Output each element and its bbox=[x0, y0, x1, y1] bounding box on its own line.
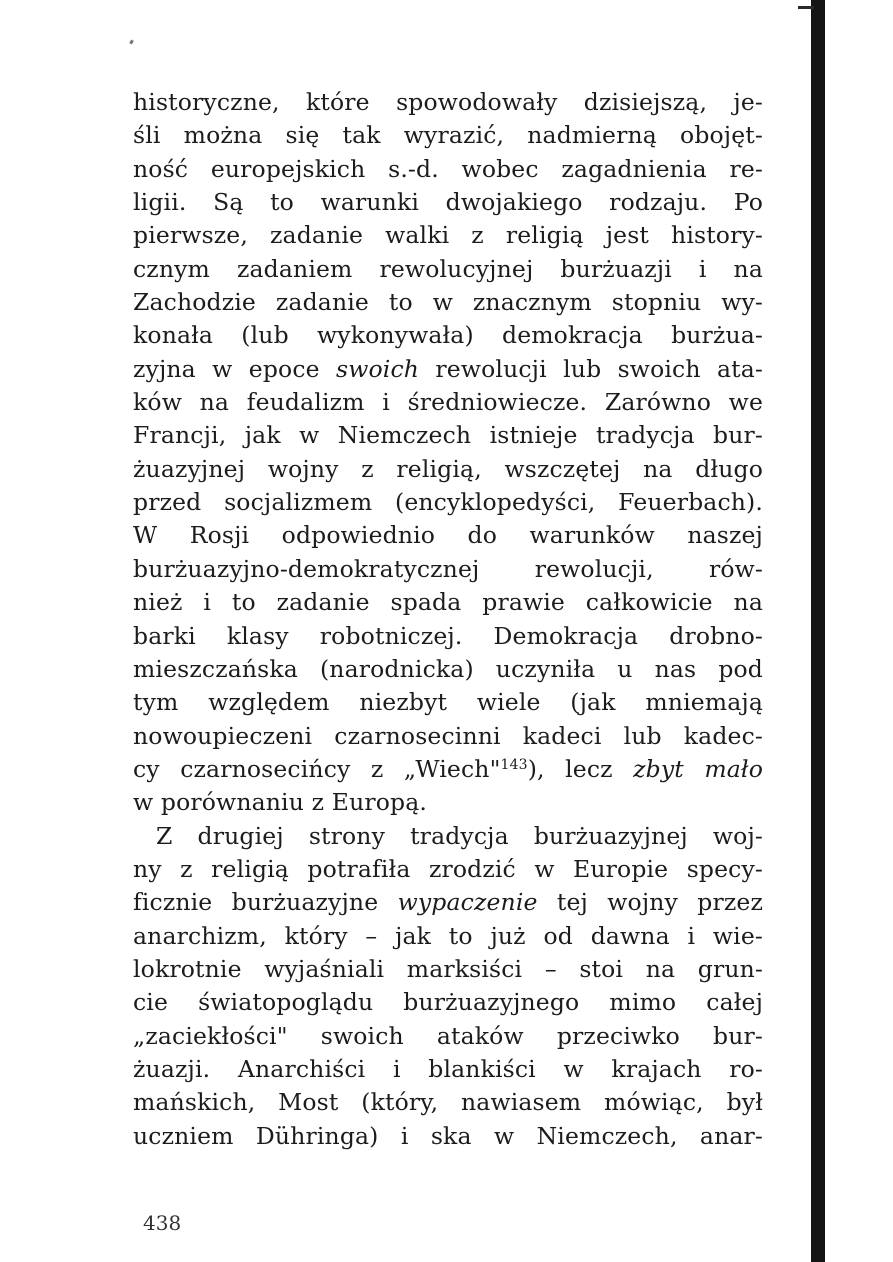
text-line: ków na feudalizm i średniowiecze. Zarówno we bbox=[133, 388, 763, 417]
text-line: cie światopoglądu burżuazyjnego mimo całej bbox=[133, 988, 763, 1017]
text-line: cznym zadaniem rewolucyjnej burżuazji i na bbox=[133, 254, 763, 283]
text-line: konała (lub wykonywała) demokracja burżua- bbox=[133, 321, 763, 350]
text-line: pierwsze, zadanie walki z religią jest history- bbox=[133, 221, 763, 250]
text-line: mańskich, Most (który, nawiasem mówiąc, był bbox=[133, 1088, 763, 1117]
text-line: nież i to zadanie spada prawie całkowicie na bbox=[133, 588, 763, 617]
text-run: cy czarnosecińcy z „Wiech" bbox=[133, 754, 501, 783]
text-line: śli można się tak wyrazić, nadmierną obojęt- bbox=[133, 121, 763, 150]
text-line: nowoupieczeni czarnosecinni kadeci lub kadec- bbox=[133, 721, 763, 750]
text-run: ), lecz bbox=[527, 754, 634, 783]
text-line: „zaciekłości" swoich ataków przeciwko bur- bbox=[133, 1021, 763, 1050]
page-number: 438 bbox=[143, 1211, 182, 1235]
text-run: ficznie burżuazyjne bbox=[133, 888, 398, 917]
text-line: anarchizm, który – jak to już od dawna i wie- bbox=[133, 921, 763, 950]
text-line: ligii. Są to warunki dwojakiego rodzaju. Po bbox=[133, 188, 763, 217]
text-line: tym względem niezbyt wiele (jak mniemają bbox=[133, 688, 763, 717]
text-line: lokrotnie wyjaśniali marksiści – stoi na grun- bbox=[133, 954, 763, 983]
text-line: przed socjalizmem (encyklopedyści, Feuerbach). bbox=[133, 488, 763, 517]
scan-edge-shadow bbox=[811, 0, 825, 1262]
text-line: ność europejskich s.-d. wobec zagadnienia re- bbox=[133, 154, 763, 183]
text-run: rewolucji lub swoich ata- bbox=[419, 354, 763, 383]
emphasis-text: swoich bbox=[336, 354, 420, 383]
text-line: ny z religią potrafiła zrodzić w Europie specy- bbox=[133, 854, 763, 883]
text-line bbox=[133, 886, 763, 919]
text-line: mieszczańska (narodnicka) uczyniła u nas pod bbox=[133, 654, 763, 683]
text-line: uczniem Dühringa) i ska w Niemczech, anar- bbox=[133, 1121, 763, 1150]
text-line: w porównaniu z Europą. bbox=[133, 788, 428, 817]
text-line: Zachodzie zadanie to w znacznym stopniu wy- bbox=[133, 288, 763, 317]
text-line bbox=[133, 353, 763, 386]
scan-speck bbox=[129, 40, 134, 45]
text-line: W Rosji odpowiednio do warunków naszej bbox=[133, 521, 763, 550]
emphasis-text: zbyt mało bbox=[633, 754, 763, 783]
text-run: tej wojny przez bbox=[537, 888, 764, 917]
text-line: Francji, jak w Niemczech istnieje tradycja bur- bbox=[133, 421, 763, 450]
text-line: barki klasy robotniczej. Demokracja drobno- bbox=[133, 621, 763, 650]
footnote-ref: 143 bbox=[500, 756, 528, 773]
emphasis-text: wypaczenie bbox=[397, 888, 538, 917]
text-line: historyczne, które spowodowały dzisiejszą, je- bbox=[133, 88, 763, 116]
text-line: żuazji. Anarchiści i blankiści w krajach ro- bbox=[133, 1054, 763, 1083]
text-run: zyjna w epoce bbox=[133, 354, 337, 383]
text-line: Z drugiej strony tradycja burżuazyjnej woj- bbox=[156, 821, 763, 850]
scan-edge-mark bbox=[798, 6, 814, 9]
text-line: burżuazyjno-demokratycznej rewolucji, rów- bbox=[133, 554, 763, 583]
body-text bbox=[133, 86, 763, 1153]
text-line bbox=[133, 753, 763, 786]
text-line: żuazyjnej wojny z religią, wszczętej na długo bbox=[133, 454, 763, 483]
